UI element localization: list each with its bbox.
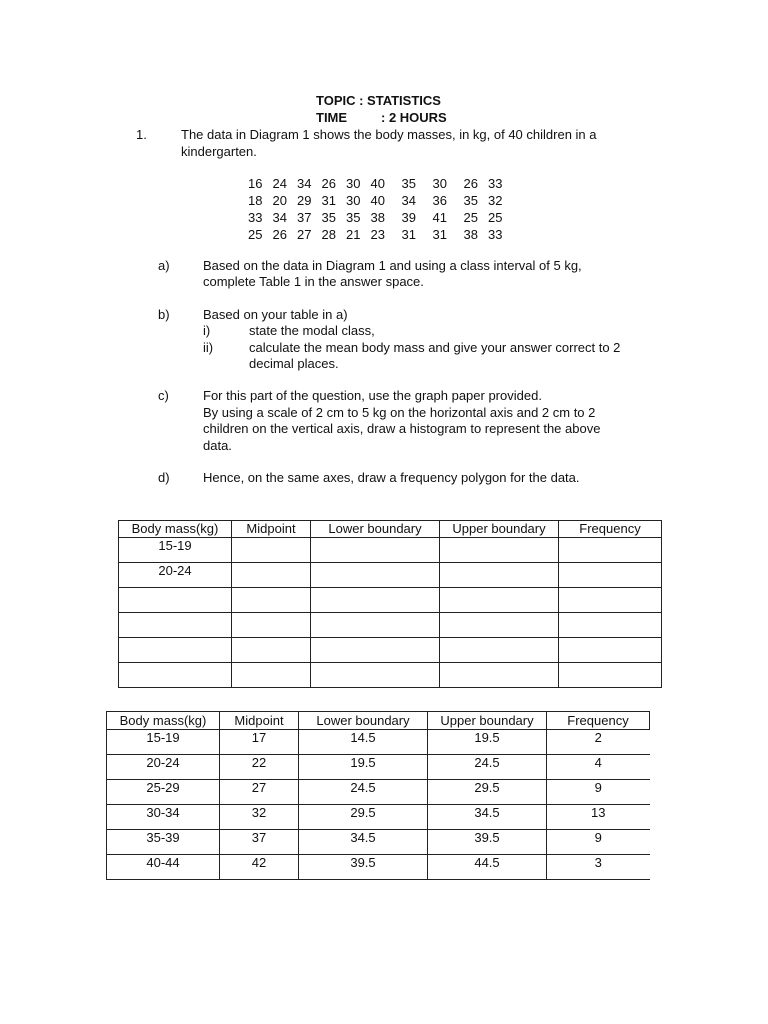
- diagram-value: 26: [463, 176, 478, 191]
- table-1-header-cell: Frequency: [559, 521, 662, 538]
- table-2-cell: 14.5: [299, 730, 428, 755]
- table-1-header-cell: Midpoint: [232, 521, 311, 538]
- diagram-value: 30: [432, 176, 447, 191]
- table-1-cell: [232, 538, 311, 563]
- part-d-label: d): [158, 470, 170, 485]
- part-b-label: b): [158, 307, 170, 322]
- diagram-row: [248, 193, 513, 210]
- diagram-value: 30: [346, 176, 361, 191]
- table-2-cell: 39.5: [299, 855, 428, 880]
- table-2-cell: 34.5: [428, 805, 547, 830]
- table-2-cell: 17: [220, 730, 299, 755]
- table-2-cell: 35-39: [107, 830, 220, 855]
- table-2-cell: 25-29: [107, 780, 220, 805]
- table-row: [119, 613, 662, 638]
- part-c-label: c): [158, 388, 169, 403]
- table-1-cell: [232, 588, 311, 613]
- diagram-value: 29: [297, 193, 312, 208]
- table-2-cell: 24.5: [428, 755, 547, 780]
- diagram-value: 31: [432, 227, 447, 242]
- topic-heading: TOPIC : STATISTICS: [316, 93, 441, 108]
- table-1-cell: [440, 638, 559, 663]
- diagram-value: 33: [248, 210, 263, 225]
- table-2-header-cell: Upper boundary: [428, 712, 547, 730]
- part-a-line-2: complete Table 1 in the answer space.: [203, 274, 424, 289]
- table-2-cell: 34.5: [299, 830, 428, 855]
- diagram-value: 30: [346, 193, 361, 208]
- table-1-cell: 20-24: [119, 563, 232, 588]
- diagram-value: 40: [370, 176, 385, 191]
- part-b-ii-label: ii): [203, 340, 214, 355]
- table-2-cell: 42: [220, 855, 299, 880]
- table-2-cell: 29.5: [428, 780, 547, 805]
- diagram-value: 24: [272, 176, 287, 191]
- part-b-ii-line-1: calculate the mean body mass and give your answer correct to 2: [249, 340, 621, 355]
- diagram-value: 41: [432, 210, 447, 225]
- table-2-cell: 9: [547, 830, 650, 855]
- table-2-cell: 30-34: [107, 805, 220, 830]
- diagram-value: 33: [488, 227, 503, 242]
- table-2-cell: 19.5: [428, 730, 547, 755]
- table-1-cell: [311, 588, 440, 613]
- table-2-header-cell: Lower boundary: [299, 712, 428, 730]
- diagram-value: 16: [248, 176, 263, 191]
- diagram-value: 34: [297, 176, 312, 191]
- intro-line-1: The data in Diagram 1 shows the body masses, in kg, of 40 children in a: [181, 127, 597, 142]
- table-2-cell: 15-19: [107, 730, 220, 755]
- diagram-value: 34: [272, 210, 287, 225]
- table-1-header-cell: Lower boundary: [311, 521, 440, 538]
- part-a-line-1: Based on the data in Diagram 1 and using a class interval of 5 kg,: [203, 258, 582, 273]
- diagram-value: 25: [488, 210, 503, 225]
- table-row: [107, 730, 650, 755]
- table-row: [107, 855, 650, 880]
- table-2-cell: 9: [547, 780, 650, 805]
- diagram-row: [248, 210, 513, 227]
- diagram-value: 38: [370, 210, 385, 225]
- diagram-value: 32: [488, 193, 503, 208]
- diagram-value: 31: [401, 227, 416, 242]
- diagram-row: [248, 176, 513, 193]
- table-1-cell: [440, 538, 559, 563]
- table-1-cell: [311, 563, 440, 588]
- intro-line-2: kindergarten.: [181, 144, 257, 159]
- table-2-cell: 32: [220, 805, 299, 830]
- diagram-value: 33: [488, 176, 503, 191]
- part-b-i-label: i): [203, 323, 211, 338]
- table-1-cell: [311, 663, 440, 688]
- table-1-cell: [119, 663, 232, 688]
- part-c-line-1: For this part of the question, use the graph paper provided.: [203, 388, 542, 403]
- table-2-header-cell: Midpoint: [220, 712, 299, 730]
- part-b-i-text: state the modal class,: [249, 323, 375, 338]
- table-1-header-cell: Body mass(kg): [119, 521, 232, 538]
- table-row: [119, 638, 662, 663]
- table-1-cell: [119, 588, 232, 613]
- table-1-cell: [232, 638, 311, 663]
- table-row: [119, 588, 662, 613]
- table-1-cell: [559, 613, 662, 638]
- part-a-label: a): [158, 258, 170, 273]
- table-row: [107, 830, 650, 855]
- table-2-cell: 2: [547, 730, 650, 755]
- table-1-cell: [440, 663, 559, 688]
- diagram-value: 28: [321, 227, 336, 242]
- diagram-value: 38: [463, 227, 478, 242]
- diagram-value: 20: [272, 193, 287, 208]
- table-row: [107, 780, 650, 805]
- table-2-cell: 13: [547, 805, 650, 830]
- table-2-cell: 37: [220, 830, 299, 855]
- diagram-value: 31: [321, 193, 336, 208]
- table-2-cell: 27: [220, 780, 299, 805]
- table-1-cell: [559, 638, 662, 663]
- table-2-cell: 22: [220, 755, 299, 780]
- table-1-cell: [119, 613, 232, 638]
- table-2-header-cell: Frequency: [547, 712, 650, 730]
- diagram-value: 40: [370, 193, 385, 208]
- table-1-cell: [440, 613, 559, 638]
- diagram-value: 35: [321, 210, 336, 225]
- diagram-value: 37: [297, 210, 312, 225]
- table-2-header-cell: Body mass(kg): [107, 712, 220, 730]
- part-c-line-4: data.: [203, 438, 232, 453]
- diagram-value: 25: [463, 210, 478, 225]
- table-1-cell: [311, 613, 440, 638]
- table-1-cell: [232, 663, 311, 688]
- table-1-cell: [232, 563, 311, 588]
- table-1-cell: 15-19: [119, 538, 232, 563]
- diagram-1-data: [248, 176, 513, 244]
- part-c-line-2: By using a scale of 2 cm to 5 kg on the horizontal axis and 2 cm to 2: [203, 405, 596, 420]
- table-1-cell: [119, 638, 232, 663]
- table-row: [119, 663, 662, 688]
- diagram-row: [248, 227, 513, 244]
- diagram-value: 36: [432, 193, 447, 208]
- table-1-cell: [440, 563, 559, 588]
- diagram-value: 21: [346, 227, 361, 242]
- time-label: TIME: [316, 110, 348, 125]
- diagram-value: 27: [297, 227, 312, 242]
- diagram-value: 26: [321, 176, 336, 191]
- table-2-cell: 4: [547, 755, 650, 780]
- table-1-cell: [559, 588, 662, 613]
- part-b-ii-line-2: decimal places.: [249, 356, 339, 371]
- table-1-cell: [559, 663, 662, 688]
- table-1-cell: [559, 563, 662, 588]
- table-1-blank: [118, 520, 662, 688]
- table-1-cell: [311, 538, 440, 563]
- diagram-value: 34: [401, 193, 416, 208]
- diagram-value: 35: [346, 210, 361, 225]
- question-number: 1.: [136, 127, 147, 142]
- table-2-cell: 44.5: [428, 855, 547, 880]
- diagram-value: 35: [463, 193, 478, 208]
- table-1-cell: [440, 588, 559, 613]
- diagram-value: 25: [248, 227, 263, 242]
- table-row: [119, 538, 662, 563]
- diagram-value: 35: [401, 176, 416, 191]
- time-value: : 2 HOURS: [381, 110, 447, 125]
- table-2-answers: [106, 711, 650, 880]
- table-1-cell: [559, 538, 662, 563]
- table-2-cell: 29.5: [299, 805, 428, 830]
- part-b-line-1: Based on your table in a): [203, 307, 348, 322]
- diagram-value: 18: [248, 193, 263, 208]
- diagram-value: 26: [272, 227, 287, 242]
- table-2-cell: 39.5: [428, 830, 547, 855]
- table-2-cell: 20-24: [107, 755, 220, 780]
- table-2-cell: 3: [547, 855, 650, 880]
- part-d-line-1: Hence, on the same axes, draw a frequency polygon for the data.: [203, 470, 580, 485]
- table-1-cell: [311, 638, 440, 663]
- diagram-value: 23: [370, 227, 385, 242]
- table-row: [107, 805, 650, 830]
- table-2-cell: 40-44: [107, 855, 220, 880]
- table-row: [107, 755, 650, 780]
- part-c-line-3: children on the vertical axis, draw a histogram to represent the above: [203, 421, 601, 436]
- table-2-cell: 24.5: [299, 780, 428, 805]
- diagram-value: 39: [401, 210, 416, 225]
- table-1-header-cell: Upper boundary: [440, 521, 559, 538]
- table-row: [119, 563, 662, 588]
- table-1-cell: [232, 613, 311, 638]
- table-2-cell: 19.5: [299, 755, 428, 780]
